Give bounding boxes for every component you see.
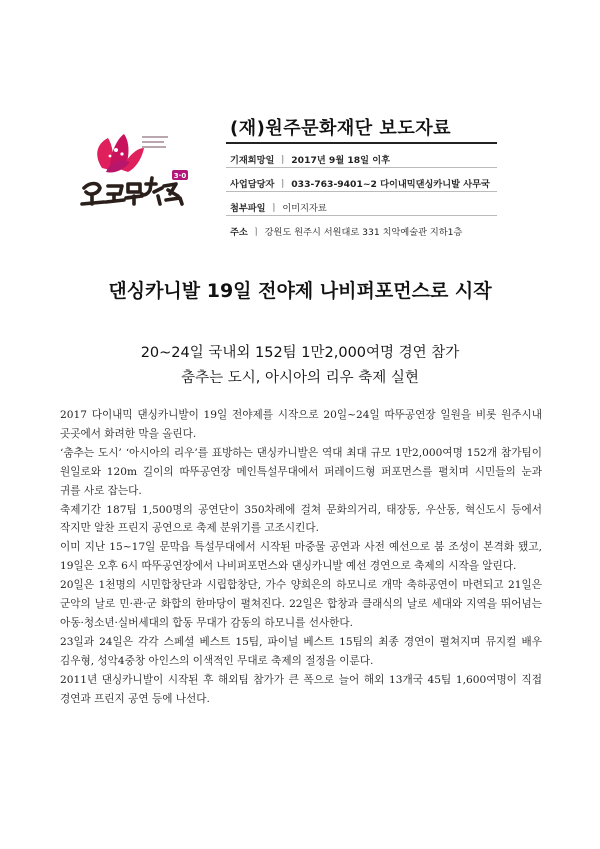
svg-text:3·0: 3·0 — [173, 172, 187, 180]
info-row-address — [230, 224, 462, 238]
info-value: 033-763-9401~2 다이내믹댄싱카니발 사무국 — [291, 179, 490, 190]
info-label: 첨부파일 — [230, 203, 266, 214]
body-paragraph: ‘춤추는 도시’ ‘아시아의 리우’를 표방하는 댄싱카니발은 역대 최대 규모 1만2,000여명 152개 참가팀이 원일로와 120m 길이의 따뚜공연장 메인특설무대에서 퍼레이드형 퍼포먼스를 펼치며 시민들의 눈과 귀를 사로 잡는다. — [60, 446, 542, 497]
info-row-date — [230, 152, 390, 166]
subhead: 20~24일 국내외 152팀 1만2,000여명 경연 참가 — [140, 345, 460, 361]
info-label: 기재희망일 — [230, 155, 275, 166]
info-value: 강원도 원주시 서원대로 331 치악예술관 지하1층 — [264, 227, 463, 238]
info-label: 주소 — [230, 227, 248, 238]
body-paragraph: 2011년 댄싱카니발이 시작된 후 해외팀 참가가 큰 폭으로 늘어 해외 13개국 45팀 1,600여명이 직접 경연과 프린지 공연 등에 나선다. — [60, 673, 542, 705]
info-value: 이미지자료 — [282, 203, 327, 214]
info-value: 2017년 9월 18일 이후 — [291, 155, 391, 166]
info-row-attachment — [230, 200, 327, 214]
info-separator: ㅣ — [278, 179, 288, 190]
info-separator: ㅣ — [251, 227, 261, 238]
body-paragraph: 20일은 1천명의 시민합창단과 시립합창단, 가수 양희은의 하모니로 개막 축하공연이 마련되고 21일은 군악의 날로 민·관·군 화합의 한마당이 펼쳐진다. 22일은 합창과 클래식의 날로 세대와 지역을 뛰어넘는 아동·청소년·실버세대의 합동 무대가 감동의 하모니를 선사한다. — [60, 579, 542, 629]
title-divider — [226, 142, 497, 144]
info-separator: ㅣ — [269, 203, 279, 214]
info-divider — [226, 215, 497, 216]
info-row-contact — [230, 176, 490, 190]
info-divider — [226, 167, 497, 168]
body-paragraph: 이미 지난 15~17일 문막읍 특설무대에서 시작된 마중물 공연과 사전 예선으로 붐 조성이 본격화 됐고, 19일은 오후 6시 따뚜공연장에서 나비퍼포먼스와 댄싱카니발 예선 경연으로 축제의 시작을 알린다. — [60, 541, 542, 573]
info-separator: ㅣ — [278, 155, 288, 166]
subhead: 춤추는 도시, 아시아의 리우 축제 실현 — [181, 370, 419, 386]
body-paragraph: 2017 다이내믹 댄싱카니발이 19일 전야제를 시작으로 20일~24일 따뚜공연장 일원을 비롯 원주시내 곳곳에서 화려한 막을 올린다. — [60, 409, 542, 440]
body-paragraph: 축제기간 187팀 1,500명의 공연단이 350차례에 걸쳐 문화의거리, 태장동, 우산동, 혁신도시 등에서 작지만 알찬 프린지 공연으로 축제 분위기를 고조시킨다. — [60, 503, 542, 535]
info-label: 사업담당자 — [230, 179, 275, 190]
info-divider — [226, 191, 497, 192]
body-paragraph: 23일과 24일은 각각 스페셜 베스트 15팀, 파이널 베스트 15팀의 최종 경연이 펼쳐지며 뮤지컬 배우 김우형, 성악4중창 아인스의 이색적인 무대로 축제의 절정을 이룬다. — [60, 635, 542, 667]
headline: 댄싱카니발 19일 전야제 나비퍼포먼스로 시작 — [108, 280, 492, 302]
foundation-logo — [80, 128, 192, 208]
article-body — [60, 406, 542, 709]
lotus-logo-icon — [80, 128, 192, 208]
org-press-title: (재)원주문화재단 보도자료 — [230, 118, 451, 139]
